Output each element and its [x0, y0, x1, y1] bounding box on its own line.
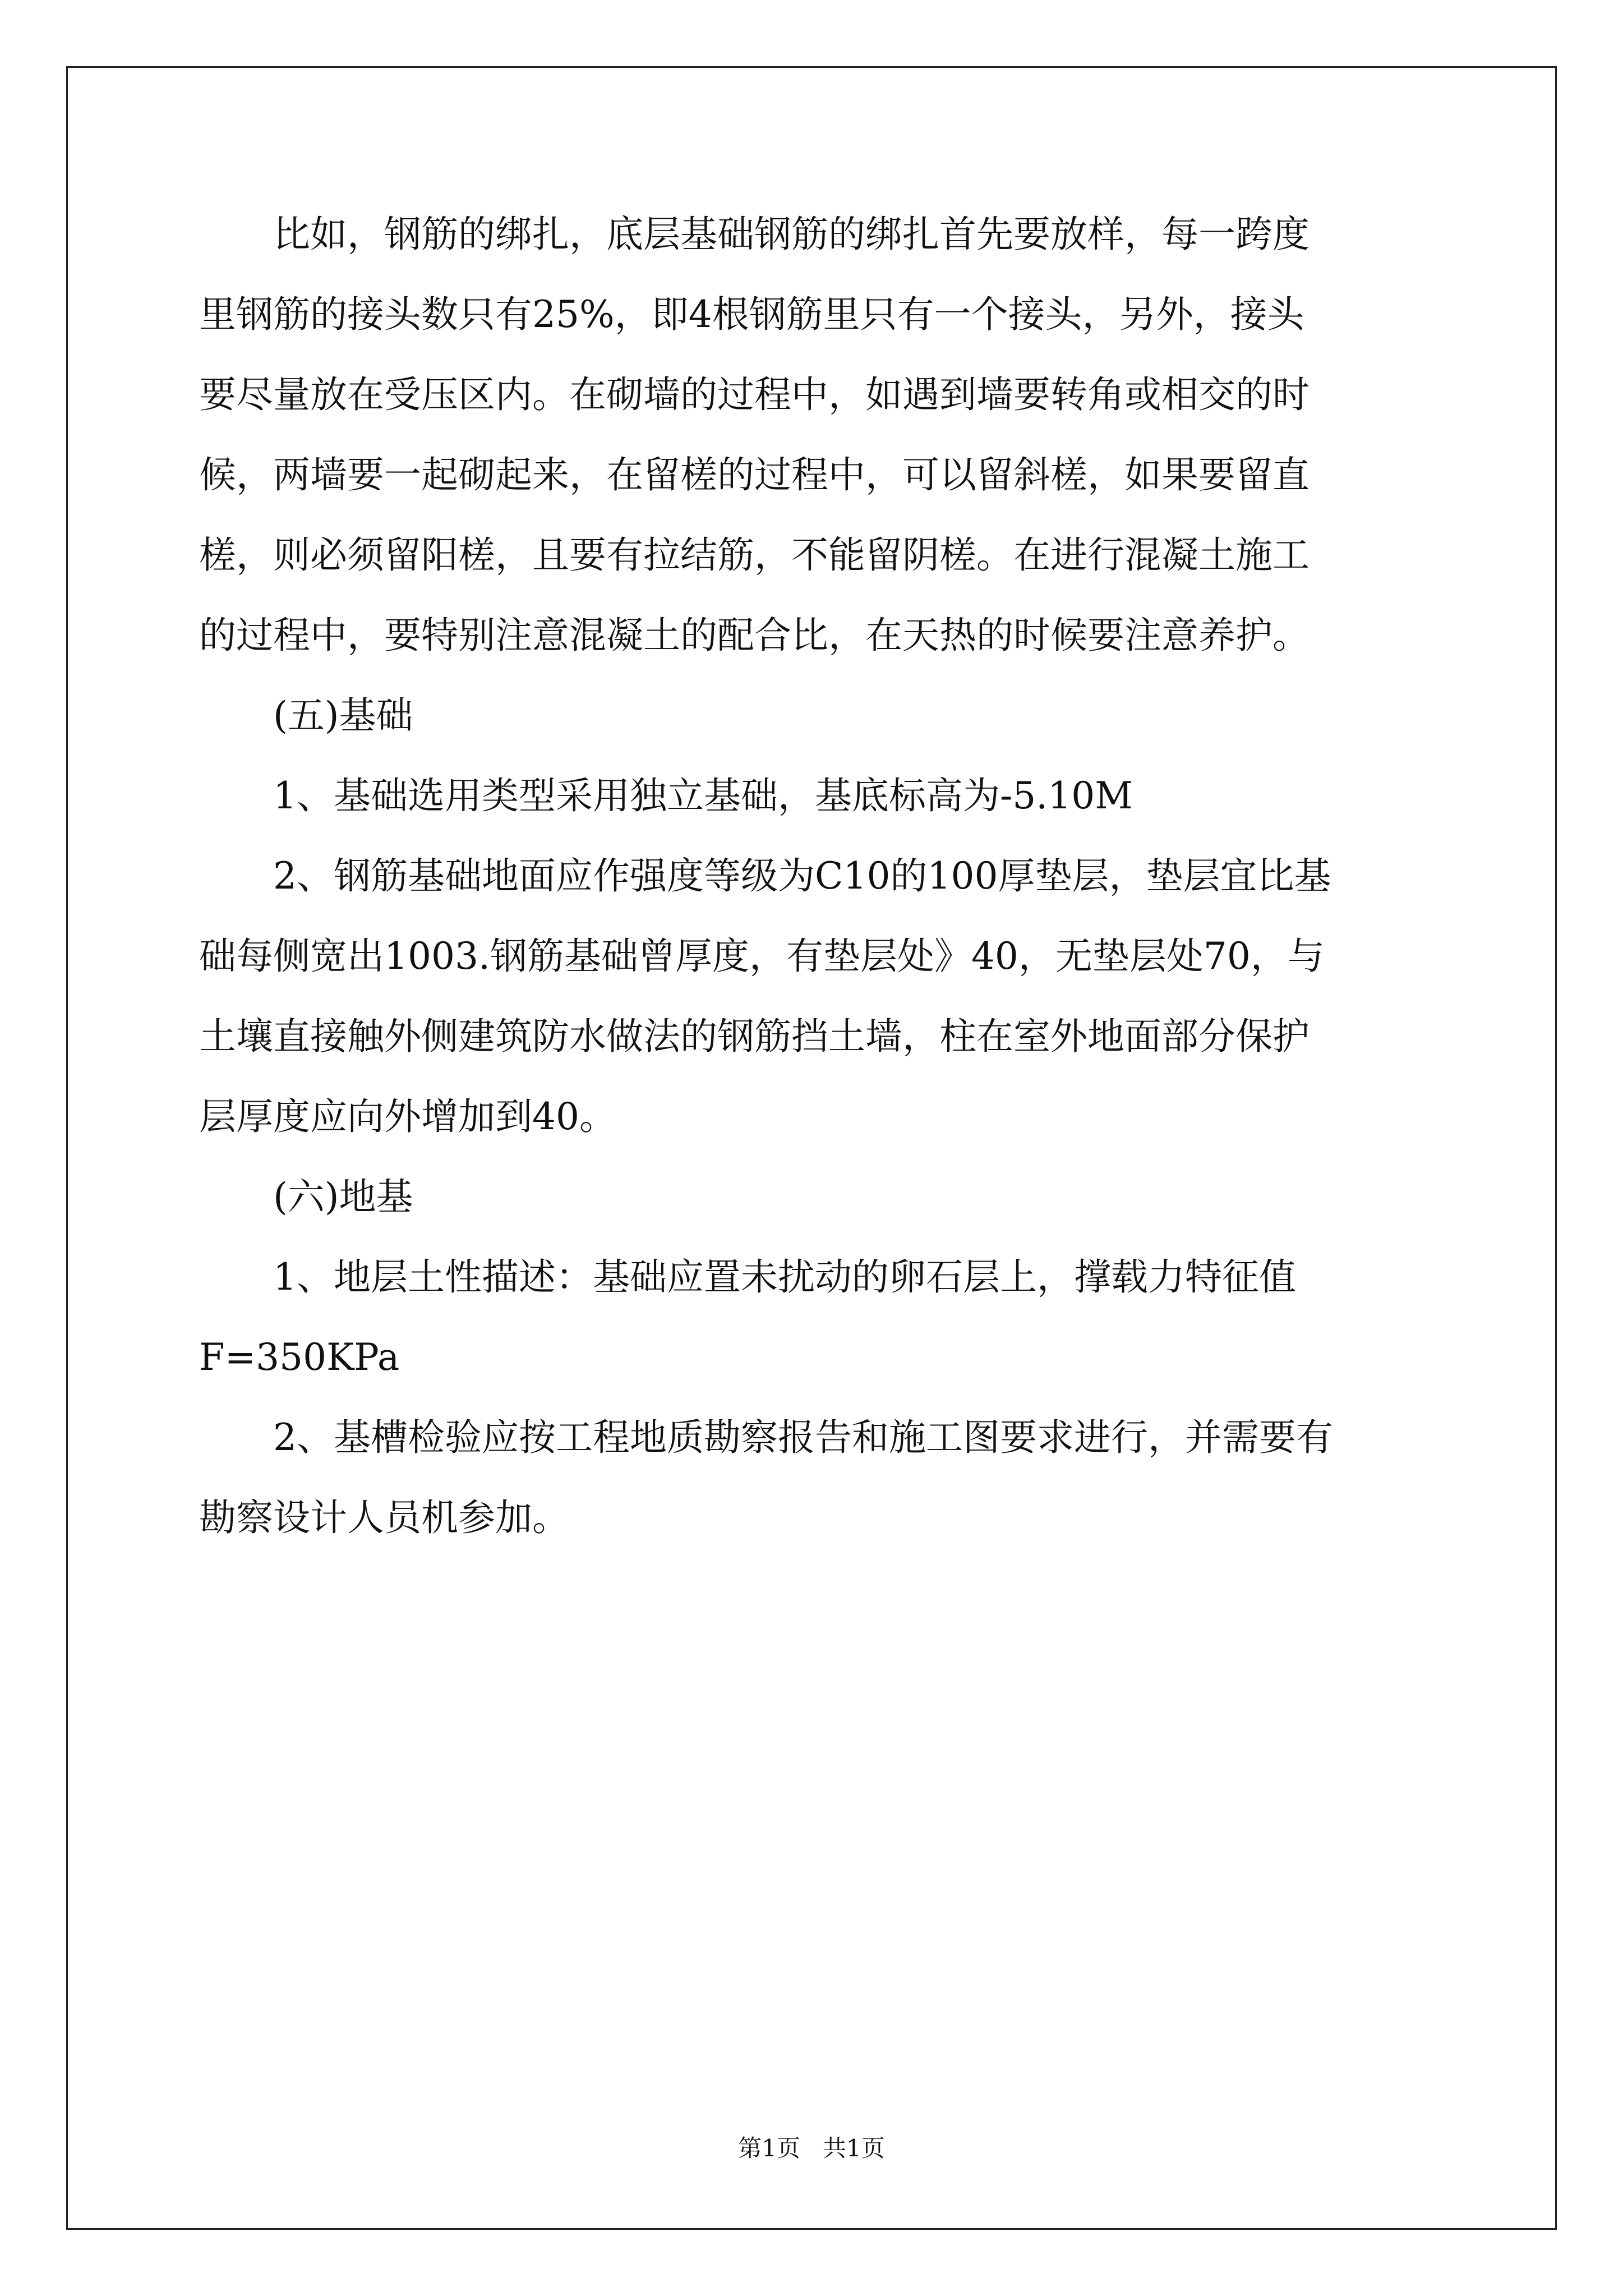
text-line: 1、地层土性描述：基础应置未扰动的卵石层上，撑载力特征值 [199, 1255, 1296, 1299]
section-heading: (六)地基 [199, 1175, 413, 1218]
text-line: 比如，钢筋的绑扎，底层基础钢筋的绑扎首先要放样，每一跨度 [199, 213, 1310, 256]
text-line: 的过程中，要特别注意混凝土的配合比，在天热的时候要注意养护。 [199, 614, 1310, 657]
section-heading: (五)基础 [199, 694, 413, 737]
text-line: 勘察设计人员机参加。 [199, 1496, 569, 1539]
page-number: 第1页 [738, 2134, 800, 2162]
text-line: 1、基础选用类型采用独立基础，基底标高为-5.10M [199, 774, 1133, 817]
page-total: 共1页 [823, 2134, 885, 2162]
text-line: 础每侧宽出1003.钢筋基础曾厚度，有垫层处》40，无垫层处70，与 [199, 935, 1325, 978]
text-line: 2、基槽检验应按工程地质勘察报告和施工图要求进行，并需要有 [199, 1416, 1333, 1459]
text-line: 2、钢筋基础地面应作强度等级为C10的100厚垫层，垫层宜比基 [199, 854, 1331, 898]
text-line: F=350KPa [199, 1336, 400, 1379]
text-line: 里钢筋的接头数只有25%，即4根钢筋里只有一个接头，另外，接头 [199, 293, 1304, 336]
text-line: 候，两墙要一起砌起来，在留槎的过程中，可以留斜槎，如果要留直 [199, 453, 1310, 496]
text-line: 槎，则必须留阳槎，且要有拉结筋，不能留阴槎。在进行混凝土施工 [199, 533, 1310, 577]
page-footer [0, 2134, 1623, 2162]
text-line: 层厚度应向外增加到40。 [199, 1095, 616, 1138]
text-line: 要尽量放在受压区内。在砌墙的过程中，如遇到墙要转角或相交的时 [199, 373, 1310, 416]
text-line: 土壤直接触外侧建筑防水做法的钢筋挡土墙，柱在室外地面部分保护 [199, 1015, 1310, 1058]
